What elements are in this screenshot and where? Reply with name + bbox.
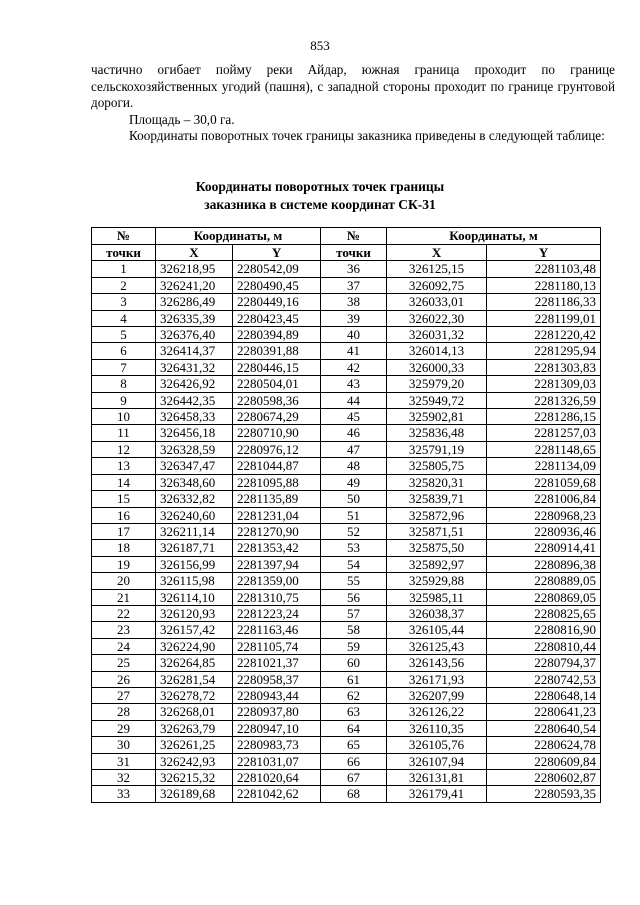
point-no-cell: 13 [92,458,156,474]
header-coords-left: Координаты, м [156,228,321,245]
y-coord-cell: 2281186,33 [487,294,601,310]
table-row [92,523,601,539]
y-coord-cell: 2281095,88 [233,474,321,490]
paragraph-area: Площадь – 30,0 га. [129,111,235,127]
y-coord-cell: 2280624,78 [487,737,601,753]
point-no-cell: 36 [321,261,387,277]
point-no-cell: 26 [92,671,156,687]
x-coord-cell: 326022,30 [387,310,487,326]
x-coord-cell: 326105,76 [387,737,487,753]
y-coord-cell: 2280896,38 [487,556,601,572]
table-row [92,671,601,687]
x-coord-cell: 326263,79 [156,720,233,736]
y-coord-cell: 2280943,44 [233,687,321,703]
x-coord-cell: 325985,11 [387,589,487,605]
point-no-cell: 1 [92,261,156,277]
point-no-cell: 49 [321,474,387,490]
point-no-cell: 16 [92,507,156,523]
y-coord-cell: 2281295,94 [487,343,601,359]
table-row [92,425,601,441]
x-coord-cell: 326126,22 [387,704,487,720]
x-coord-cell: 326414,37 [156,343,233,359]
x-coord-cell: 326179,41 [387,786,487,802]
x-coord-cell: 325949,72 [387,392,487,408]
table-row [92,294,601,310]
x-coord-cell: 326332,82 [156,491,233,507]
table-row [92,638,601,654]
table-row [92,720,601,736]
point-no-cell: 30 [92,737,156,753]
point-no-cell: 14 [92,474,156,490]
y-coord-cell: 2280674,29 [233,409,321,425]
y-coord-cell: 2280641,23 [487,704,601,720]
table-row [92,556,601,572]
point-no-cell: 25 [92,655,156,671]
y-coord-cell: 2280504,01 [233,376,321,392]
x-coord-cell: 326348,60 [156,474,233,490]
y-coord-cell: 2281105,74 [233,638,321,654]
point-no-cell: 40 [321,327,387,343]
y-coord-cell: 2280609,84 [487,753,601,769]
x-coord-cell: 326207,99 [387,687,487,703]
y-coord-cell: 2281326,59 [487,392,601,408]
point-no-cell: 45 [321,409,387,425]
y-coord-cell: 2281359,00 [233,573,321,589]
y-coord-cell: 2280810,44 [487,638,601,654]
y-coord-cell: 2280794,37 [487,655,601,671]
point-no-cell: 61 [321,671,387,687]
x-coord-cell: 326431,32 [156,359,233,375]
table-title-line-1: Координаты поворотных точек границы [195,179,445,194]
table-row [92,261,601,277]
y-coord-cell: 2280648,14 [487,687,601,703]
x-coord-cell: 326033,01 [387,294,487,310]
x-coord-cell: 326261,25 [156,737,233,753]
point-no-cell: 18 [92,540,156,556]
y-coord-cell: 2280598,36 [233,392,321,408]
point-no-cell: 5 [92,327,156,343]
y-coord-cell: 2281270,90 [233,523,321,539]
x-coord-cell: 326278,72 [156,687,233,703]
point-no-cell: 60 [321,655,387,671]
y-coord-cell: 2281059,68 [487,474,601,490]
table-row [92,507,601,523]
header-no-sign-left: № [92,228,156,245]
y-coord-cell: 2281148,65 [487,441,601,457]
point-no-cell: 62 [321,687,387,703]
point-no-cell: 64 [321,720,387,736]
x-coord-cell: 326189,68 [156,786,233,802]
x-coord-cell: 325902,81 [387,409,487,425]
page-number: 853 [310,38,330,53]
table-row [92,392,601,408]
x-coord-cell: 326000,33 [387,359,487,375]
x-coord-cell: 326218,95 [156,261,233,277]
point-no-cell: 15 [92,491,156,507]
y-coord-cell: 2280816,90 [487,622,601,638]
point-no-cell: 19 [92,556,156,572]
point-no-cell: 66 [321,753,387,769]
table-row [92,376,601,392]
x-coord-cell: 326242,93 [156,753,233,769]
x-coord-cell: 326376,40 [156,327,233,343]
x-coord-cell: 326110,35 [387,720,487,736]
table-row [92,770,601,786]
y-coord-cell: 2280602,87 [487,770,601,786]
y-coord-cell: 2280889,05 [487,573,601,589]
y-coord-cell: 2280869,05 [487,589,601,605]
header-points-left: точки [92,245,156,261]
x-coord-cell: 326456,18 [156,425,233,441]
header-x-left: X [156,245,233,261]
x-coord-cell: 326328,59 [156,441,233,457]
table-title [0,178,640,214]
y-coord-cell: 2280825,65 [487,605,601,621]
paragraph-table-intro: Координаты поворотных точек границы заказника приведены в следующей таблице: [129,128,605,144]
x-coord-cell: 326125,15 [387,261,487,277]
point-no-cell: 27 [92,687,156,703]
y-coord-cell: 2281134,09 [487,458,601,474]
table-row [92,359,601,375]
header-points-right: точки [321,245,387,261]
point-no-cell: 47 [321,441,387,457]
y-coord-cell: 2281042,62 [233,786,321,802]
y-coord-cell: 2281397,94 [233,556,321,572]
x-coord-cell: 326120,93 [156,605,233,621]
point-no-cell: 46 [321,425,387,441]
y-coord-cell: 2281021,37 [233,655,321,671]
x-coord-cell: 325805,75 [387,458,487,474]
point-no-cell: 50 [321,491,387,507]
x-coord-cell: 326031,32 [387,327,487,343]
y-coord-cell: 2281180,13 [487,277,601,293]
table-row [92,327,601,343]
point-no-cell: 53 [321,540,387,556]
x-coord-cell: 326442,35 [156,392,233,408]
table-row [92,474,601,490]
y-coord-cell: 2281223,24 [233,605,321,621]
paragraph-boundary: частично огибает пойму реки Айдар, южная граница проходит по границе сельскохозяйственных угодий (пашня), с западной стороны проходит по границе грунтовой дороги. [91,62,615,111]
x-coord-cell: 326105,44 [387,622,487,638]
y-coord-cell: 2281231,04 [233,507,321,523]
point-no-cell: 59 [321,638,387,654]
x-coord-cell: 325791,19 [387,441,487,457]
x-coord-cell: 326107,94 [387,753,487,769]
y-coord-cell: 2280742,53 [487,671,601,687]
y-coord-cell: 2281310,75 [233,589,321,605]
y-coord-cell: 2280542,09 [233,261,321,277]
x-coord-cell: 326241,20 [156,277,233,293]
point-no-cell: 24 [92,638,156,654]
y-coord-cell: 2280593,35 [487,786,601,802]
point-no-cell: 58 [321,622,387,638]
x-coord-cell: 326143,56 [387,655,487,671]
point-no-cell: 20 [92,573,156,589]
x-coord-cell: 326335,39 [156,310,233,326]
x-coord-cell: 326458,33 [156,409,233,425]
x-coord-cell: 325929,88 [387,573,487,589]
header-x-right: X [387,245,487,261]
point-no-cell: 56 [321,589,387,605]
point-no-cell: 63 [321,704,387,720]
body-text [91,62,615,145]
table-row [92,441,601,457]
table-row [92,491,601,507]
x-coord-cell: 326426,92 [156,376,233,392]
x-coord-cell: 325892,97 [387,556,487,572]
point-no-cell: 52 [321,523,387,539]
y-coord-cell: 2281031,07 [233,753,321,769]
y-coord-cell: 2281309,03 [487,376,601,392]
point-no-cell: 51 [321,507,387,523]
point-no-cell: 41 [321,343,387,359]
point-no-cell: 38 [321,294,387,310]
point-no-cell: 44 [321,392,387,408]
x-coord-cell: 326224,90 [156,638,233,654]
y-coord-cell: 2281257,03 [487,425,601,441]
header-y-left: Y [233,245,321,261]
point-no-cell: 37 [321,277,387,293]
point-no-cell: 31 [92,753,156,769]
y-coord-cell: 2280947,10 [233,720,321,736]
y-coord-cell: 2280958,37 [233,671,321,687]
table-row [92,589,601,605]
y-coord-cell: 2280983,73 [233,737,321,753]
x-coord-cell: 326131,81 [387,770,487,786]
y-coord-cell: 2281020,64 [233,770,321,786]
y-coord-cell: 2280710,90 [233,425,321,441]
y-coord-cell: 2281044,87 [233,458,321,474]
y-coord-cell: 2281303,83 [487,359,601,375]
y-coord-cell: 2281103,48 [487,261,601,277]
table-row [92,605,601,621]
x-coord-cell: 326156,99 [156,556,233,572]
point-no-cell: 17 [92,523,156,539]
x-coord-cell: 326038,37 [387,605,487,621]
point-no-cell: 28 [92,704,156,720]
point-no-cell: 2 [92,277,156,293]
y-coord-cell: 2280976,12 [233,441,321,457]
point-no-cell: 33 [92,786,156,802]
table-title-line-2: заказника в системе координат СК-31 [204,197,436,212]
y-coord-cell: 2280391,88 [233,343,321,359]
point-no-cell: 8 [92,376,156,392]
x-coord-cell: 326347,47 [156,458,233,474]
x-coord-cell: 325839,71 [387,491,487,507]
y-coord-cell: 2281006,84 [487,491,601,507]
x-coord-cell: 326268,01 [156,704,233,720]
point-no-cell: 7 [92,359,156,375]
point-no-cell: 12 [92,441,156,457]
y-coord-cell: 2281353,42 [233,540,321,556]
table-row [92,310,601,326]
y-coord-cell: 2280914,41 [487,540,601,556]
point-no-cell: 43 [321,376,387,392]
point-no-cell: 54 [321,556,387,572]
point-no-cell: 3 [92,294,156,310]
x-coord-cell: 326240,60 [156,507,233,523]
y-coord-cell: 2280640,54 [487,720,601,736]
table-row [92,458,601,474]
table-row [92,704,601,720]
point-no-cell: 29 [92,720,156,736]
x-coord-cell: 326171,93 [387,671,487,687]
x-coord-cell: 326264,85 [156,655,233,671]
point-no-cell: 9 [92,392,156,408]
point-no-cell: 39 [321,310,387,326]
point-no-cell: 22 [92,605,156,621]
point-no-cell: 11 [92,425,156,441]
x-coord-cell: 326092,75 [387,277,487,293]
y-coord-cell: 2280423,45 [233,310,321,326]
y-coord-cell: 2280449,16 [233,294,321,310]
table-row [92,622,601,638]
table-row [92,540,601,556]
x-coord-cell: 325872,96 [387,507,487,523]
y-coord-cell: 2281199,01 [487,310,601,326]
x-coord-cell: 326281,54 [156,671,233,687]
coordinates-table [91,227,601,803]
y-coord-cell: 2280937,80 [233,704,321,720]
y-coord-cell: 2281286,15 [487,409,601,425]
table-row [92,753,601,769]
point-no-cell: 67 [321,770,387,786]
x-coord-cell: 325871,51 [387,523,487,539]
y-coord-cell: 2281220,42 [487,327,601,343]
x-coord-cell: 325836,48 [387,425,487,441]
x-coord-cell: 325875,50 [387,540,487,556]
x-coord-cell: 326286,49 [156,294,233,310]
x-coord-cell: 326187,71 [156,540,233,556]
point-no-cell: 23 [92,622,156,638]
point-no-cell: 57 [321,605,387,621]
point-no-cell: 68 [321,786,387,802]
y-coord-cell: 2280490,45 [233,277,321,293]
x-coord-cell: 326215,32 [156,770,233,786]
point-no-cell: 42 [321,359,387,375]
x-coord-cell: 325820,31 [387,474,487,490]
point-no-cell: 4 [92,310,156,326]
table-row [92,687,601,703]
point-no-cell: 32 [92,770,156,786]
point-no-cell: 10 [92,409,156,425]
table-row [92,655,601,671]
point-no-cell: 21 [92,589,156,605]
y-coord-cell: 2280446,15 [233,359,321,375]
point-no-cell: 6 [92,343,156,359]
table-row [92,277,601,293]
point-no-cell: 55 [321,573,387,589]
x-coord-cell: 326115,98 [156,573,233,589]
y-coord-cell: 2280394,89 [233,327,321,343]
header-coords-right: Координаты, м [387,228,601,245]
table-row [92,737,601,753]
x-coord-cell: 326157,42 [156,622,233,638]
x-coord-cell: 326114,10 [156,589,233,605]
x-coord-cell: 326014,13 [387,343,487,359]
header-y-right: Y [487,245,601,261]
y-coord-cell: 2281135,89 [233,491,321,507]
table-row [92,786,601,802]
header-no-sign-right: № [321,228,387,245]
y-coord-cell: 2280968,23 [487,507,601,523]
table-body [92,261,601,802]
x-coord-cell: 326211,14 [156,523,233,539]
y-coord-cell: 2281163,46 [233,622,321,638]
point-no-cell: 65 [321,737,387,753]
table-row [92,573,601,589]
table-row [92,409,601,425]
point-no-cell: 48 [321,458,387,474]
y-coord-cell: 2280936,46 [487,523,601,539]
x-coord-cell: 326125,43 [387,638,487,654]
x-coord-cell: 325979,20 [387,376,487,392]
table-row [92,343,601,359]
